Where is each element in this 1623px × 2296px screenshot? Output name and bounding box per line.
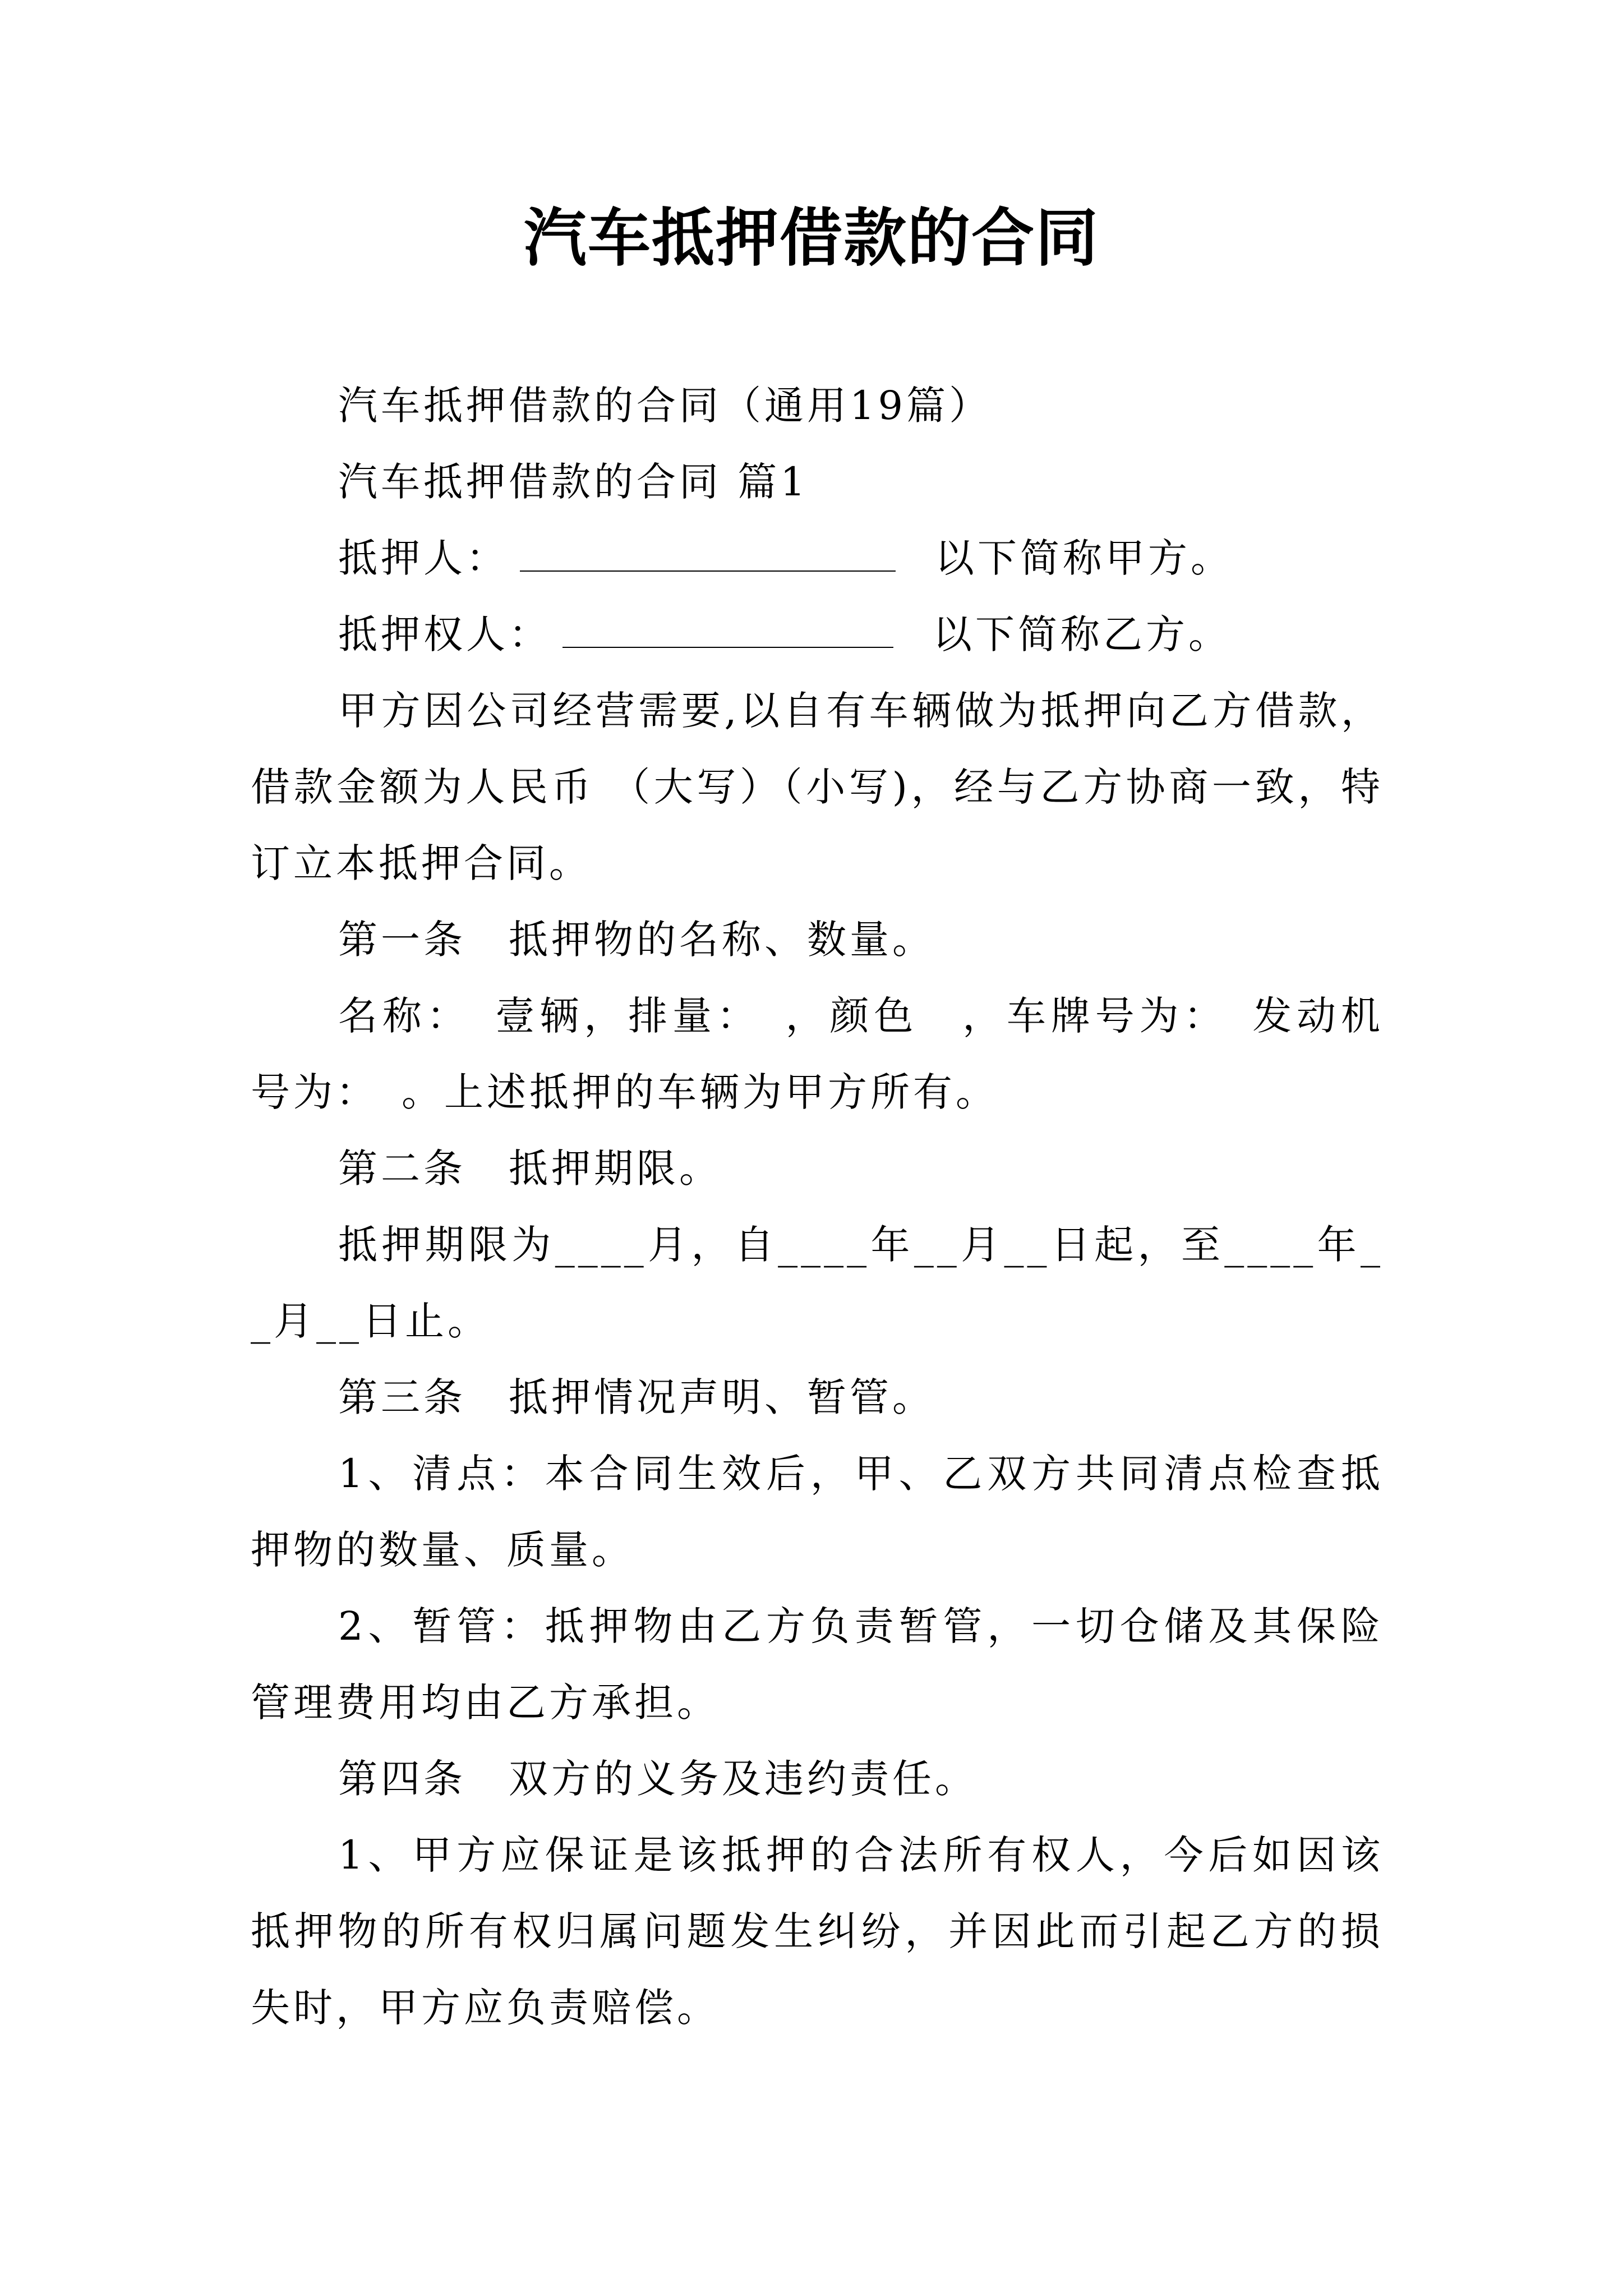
mortgagor-suffix: 以下简称甲方。 bbox=[935, 535, 1233, 581]
article-4-title: 第四条 双方的义务及违约责任。 bbox=[338, 1756, 978, 1802]
mortgagee-blank bbox=[562, 613, 893, 648]
article-4-item-1: 1、甲方应保证是该抵押的合法所有权人，今后如因该抵押物的所有权归属问题发生纠纷，并因此而引起乙方的损失时，甲方应负责赔偿。 bbox=[251, 1832, 1384, 2031]
mortgagee-suffix: 以下简称乙方。 bbox=[933, 611, 1231, 657]
mortgagee-line bbox=[251, 596, 1384, 673]
article-3-item-1: 1、清点：本合同生效后，甲、乙双方共同清点检查抵押物的数量、质量。 bbox=[251, 1451, 1384, 1573]
article-1-title: 第一条 抵押物的名称、数量。 bbox=[338, 917, 935, 963]
intro-paragraph: 甲方因公司经营需要,以自有车辆做为抵押向乙方借款，借款金额为人民币 （大写）（小写)，经与乙方协商一致，特订立本抵押合同。 bbox=[251, 688, 1384, 886]
article-2-title: 第二条 抵押期限。 bbox=[338, 1145, 722, 1191]
document-subtitle: 汽车抵押借款的合同（通用19篇） bbox=[338, 383, 992, 429]
mortgagee-label: 抵押权人： bbox=[338, 611, 551, 657]
document-body bbox=[251, 367, 1384, 2046]
article-3-item-2: 2、暂管：抵押物由乙方负责暂管，一切仓储及其保险管理费用均由乙方承担。 bbox=[251, 1603, 1384, 1726]
document-title: 汽车抵押借款的合同 bbox=[524, 201, 1099, 275]
section-heading: 汽车抵押借款的合同 篇1 bbox=[338, 459, 809, 505]
mortgagor-label: 抵押人： bbox=[338, 535, 509, 581]
mortgagor-blank bbox=[520, 537, 896, 572]
article-3-title: 第三条 抵押情况声明、暂管。 bbox=[338, 1374, 935, 1420]
mortgagor-line bbox=[251, 520, 1384, 596]
article-1-body: 名称： 壹辆，排量： ，颜色 ，车牌号为： 发动机号为： 。上述抵押的车辆为甲方所有。 bbox=[251, 993, 1384, 1115]
article-2-body: 抵押期限为____月，自____年__月__日起，至____年__月__日止。 bbox=[251, 1222, 1384, 1344]
